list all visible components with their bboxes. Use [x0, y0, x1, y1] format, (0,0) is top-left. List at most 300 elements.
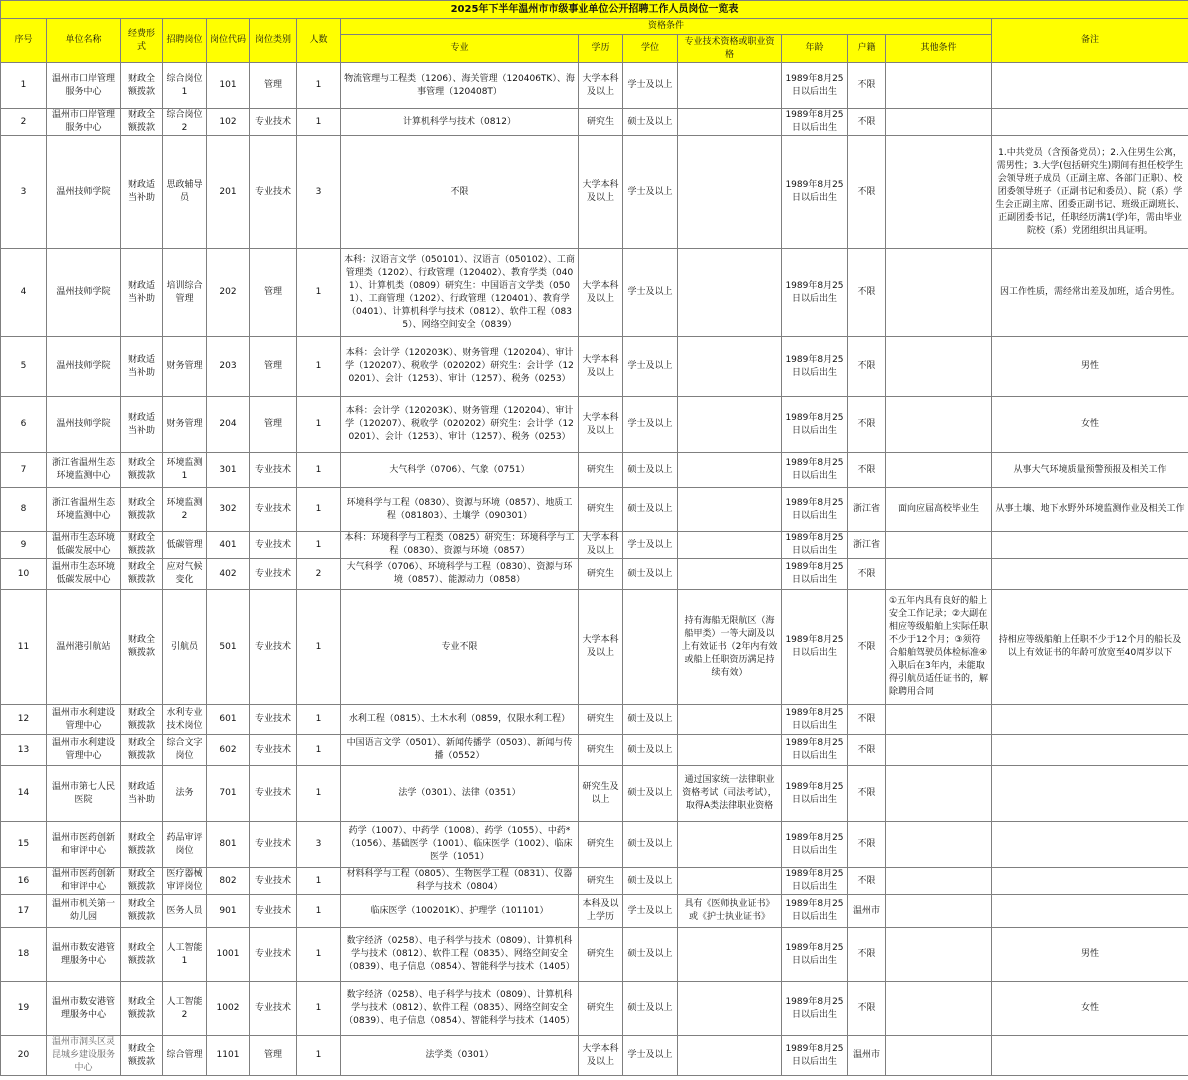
cell-remark: 男性 [992, 337, 1188, 397]
cell-count: 2 [297, 559, 341, 590]
cell-other [886, 453, 992, 488]
cell-funding: 财政适当补助 [121, 766, 163, 822]
cell-other: ①五年内具有良好的船上安全工作记录；②大副在相应等级船舶上实际任职不少于12个月；③须符合船舶驾驶员体检标准④入职后在3年内，未能取得引航员适任证书的，解除聘用合同 [886, 590, 992, 705]
cell-cert [678, 559, 782, 590]
cell-education: 研究生 [579, 822, 623, 868]
cell-count: 1 [297, 488, 341, 532]
cell-other [886, 337, 992, 397]
cell-degree: 学士及以上 [623, 136, 678, 249]
cell-education: 研究生 [579, 928, 623, 982]
cell-category: 管理 [250, 249, 297, 337]
header-funding: 经费形式 [121, 19, 163, 63]
cell-hukou: 不限 [848, 868, 886, 895]
cell-degree: 学士及以上 [623, 1036, 678, 1076]
cell-cert: 持有海船无限航区（海船甲类）一等大副及以上有效证书（2年内有效或船上任职资历满足持续有效） [678, 590, 782, 705]
cell-hukou: 浙江省 [848, 488, 886, 532]
cell-major: 数字经济（0258）、电子科学与技术（0809）、计算机科学与技术（0812）、软件工程（0835）、网络空间安全（0839）、电子信息（0854）、智能科学与技术（1405） [341, 982, 579, 1036]
cell-age: 1989年8月25日以后出生 [782, 895, 848, 928]
cell-code: 301 [207, 453, 250, 488]
cell-unit: 温州市生态环境低碳发展中心 [47, 559, 121, 590]
cell-category: 专业技术 [250, 822, 297, 868]
cell-other [886, 249, 992, 337]
cell-position: 医疗器械审评岗位 [163, 868, 207, 895]
cell-no: 19 [1, 982, 47, 1036]
cell-count: 1 [297, 735, 341, 766]
cell-education: 大学本科及以上 [579, 590, 623, 705]
cell-no: 9 [1, 532, 47, 559]
cell-major: 临床医学（100201K）、护理学（101101） [341, 895, 579, 928]
cell-education: 大学本科及以上 [579, 337, 623, 397]
cell-other [886, 928, 992, 982]
cell-major: 大气科学（0706）、气象（0751） [341, 453, 579, 488]
cell-hukou: 不限 [848, 249, 886, 337]
cell-major: 法学（0301）、法律（0351） [341, 766, 579, 822]
cell-degree: 硕士及以上 [623, 705, 678, 735]
cell-age: 1989年8月25日以后出生 [782, 705, 848, 735]
cell-code: 801 [207, 822, 250, 868]
cell-code: 202 [207, 249, 250, 337]
cell-unit: 浙江省温州生态环境监测中心 [47, 453, 121, 488]
table-row [1, 109, 1188, 136]
cell-unit: 温州市数安港管理服务中心 [47, 982, 121, 1036]
header-no: 序号 [1, 19, 47, 63]
cell-category: 管理 [250, 63, 297, 109]
cell-hukou: 不限 [848, 109, 886, 136]
cell-remark [992, 766, 1188, 822]
header-position: 招聘岗位 [163, 19, 207, 63]
cell-other: 面向应届高校毕业生 [886, 488, 992, 532]
cell-no: 14 [1, 766, 47, 822]
cell-code: 203 [207, 337, 250, 397]
cell-degree: 硕士及以上 [623, 559, 678, 590]
cell-hukou: 不限 [848, 453, 886, 488]
page-title: 2025年下半年温州市市级事业单位公开招聘工作人员岗位一览表 [1, 1, 1188, 19]
cell-code: 1001 [207, 928, 250, 982]
cell-remark: 持相应等级船舶上任职不少于12个月的船长及以上有效证书的年龄可放宽至40周岁以下 [992, 590, 1188, 705]
cell-education: 大学本科及以上 [579, 249, 623, 337]
cell-position: 思政辅导员 [163, 136, 207, 249]
cell-unit: 温州市机关第一幼儿园 [47, 895, 121, 928]
cell-category: 专业技术 [250, 895, 297, 928]
cell-remark [992, 822, 1188, 868]
cell-other [886, 868, 992, 895]
cell-cert [678, 136, 782, 249]
cell-funding: 财政全额拨款 [121, 532, 163, 559]
cell-no: 8 [1, 488, 47, 532]
cell-other [886, 766, 992, 822]
cell-funding: 财政全额拨款 [121, 109, 163, 136]
cell-position: 培训综合管理 [163, 249, 207, 337]
cell-other [886, 982, 992, 1036]
cell-hukou: 不限 [848, 766, 886, 822]
cell-cert: 通过国家统一法律职业资格考试（司法考试），取得A类法律职业资格 [678, 766, 782, 822]
table-row [1, 590, 1188, 705]
header-major: 专业 [341, 35, 579, 63]
cell-education: 大学本科及以上 [579, 63, 623, 109]
table-row [1, 1036, 1188, 1076]
cell-age: 1989年8月25日以后出生 [782, 928, 848, 982]
cell-hukou: 不限 [848, 63, 886, 109]
cell-category: 专业技术 [250, 735, 297, 766]
cell-degree: 硕士及以上 [623, 453, 678, 488]
table-row [1, 63, 1188, 109]
cell-degree: 硕士及以上 [623, 766, 678, 822]
table-row [1, 928, 1188, 982]
cell-count: 1 [297, 532, 341, 559]
cell-major: 本科：会计学（120203K）、财务管理（120204）、审计学（120207）、税收学（020202）研究生：会计学（120201）、会计（1253）、审计（1257）、税务（0253） [341, 337, 579, 397]
cell-age: 1989年8月25日以后出生 [782, 453, 848, 488]
cell-no: 3 [1, 136, 47, 249]
cell-position: 综合文字岗位 [163, 735, 207, 766]
cell-age: 1989年8月25日以后出生 [782, 109, 848, 136]
header-age: 年龄 [782, 35, 848, 63]
cell-count: 1 [297, 1036, 341, 1076]
cell-other [886, 559, 992, 590]
cell-age: 1989年8月25日以后出生 [782, 337, 848, 397]
cell-count: 1 [297, 895, 341, 928]
cell-other [886, 109, 992, 136]
cell-unit: 温州技师学院 [47, 337, 121, 397]
cell-education: 研究生及以上 [579, 766, 623, 822]
cell-age: 1989年8月25日以后出生 [782, 532, 848, 559]
cell-degree: 学士及以上 [623, 397, 678, 453]
cell-hukou: 温州市 [848, 895, 886, 928]
cell-code: 901 [207, 895, 250, 928]
table-row [1, 895, 1188, 928]
cell-position: 水利专业技术岗位 [163, 705, 207, 735]
cell-no: 10 [1, 559, 47, 590]
cell-code: 1101 [207, 1036, 250, 1076]
cell-code: 401 [207, 532, 250, 559]
cell-funding: 财政适当补助 [121, 397, 163, 453]
cell-unit: 温州市数安港管理服务中心 [47, 928, 121, 982]
cell-education: 研究生 [579, 868, 623, 895]
cell-no: 6 [1, 397, 47, 453]
cell-unit: 温州技师学院 [47, 249, 121, 337]
table-row [1, 136, 1188, 249]
cell-hukou: 不限 [848, 705, 886, 735]
cell-hukou: 不限 [848, 982, 886, 1036]
cell-education: 研究生 [579, 705, 623, 735]
cell-unit: 温州市生态环境低碳发展中心 [47, 532, 121, 559]
table-row [1, 766, 1188, 822]
cell-major: 本科：会计学（120203K）、财务管理（120204）、审计学（120207）、税收学（020202）研究生：会计学（120201）、会计（1253）、审计（1257）、税务（0253） [341, 397, 579, 453]
cell-unit: 温州港引航站 [47, 590, 121, 705]
cell-age: 1989年8月25日以后出生 [782, 735, 848, 766]
cell-category: 专业技术 [250, 109, 297, 136]
cell-degree [623, 590, 678, 705]
header-cert: 专业技术资格或职业资格 [678, 35, 782, 63]
cell-count: 1 [297, 928, 341, 982]
cell-no: 20 [1, 1036, 47, 1076]
table-row [1, 822, 1188, 868]
cell-cert [678, 249, 782, 337]
cell-count: 1 [297, 109, 341, 136]
cell-category: 专业技术 [250, 136, 297, 249]
table-row [1, 532, 1188, 559]
table-row [1, 559, 1188, 590]
cell-code: 201 [207, 136, 250, 249]
table-row [1, 488, 1188, 532]
cell-position: 低碳管理 [163, 532, 207, 559]
cell-age: 1989年8月25日以后出生 [782, 1036, 848, 1076]
cell-cert [678, 705, 782, 735]
cell-degree: 学士及以上 [623, 895, 678, 928]
cell-unit: 温州市口岸管理服务中心 [47, 63, 121, 109]
cell-education: 研究生 [579, 109, 623, 136]
cell-funding: 财政适当补助 [121, 249, 163, 337]
header-code: 岗位代码 [207, 19, 250, 63]
cell-remark: 男性 [992, 928, 1188, 982]
cell-code: 501 [207, 590, 250, 705]
cell-unit: 温州技师学院 [47, 136, 121, 249]
cell-count: 3 [297, 136, 341, 249]
cell-position: 综合岗位2 [163, 109, 207, 136]
cell-unit: 温州技师学院 [47, 397, 121, 453]
cell-code: 402 [207, 559, 250, 590]
cell-cert [678, 63, 782, 109]
cell-other [886, 895, 992, 928]
cell-age: 1989年8月25日以后出生 [782, 249, 848, 337]
cell-major: 中国语言文学（0501）、新闻传播学（0503）、新闻与传播（0552） [341, 735, 579, 766]
cell-code: 204 [207, 397, 250, 453]
header-hukou: 户籍 [848, 35, 886, 63]
cell-hukou: 不限 [848, 337, 886, 397]
cell-education: 研究生 [579, 982, 623, 1036]
cell-education: 研究生 [579, 559, 623, 590]
cell-funding: 财政全额拨款 [121, 735, 163, 766]
cell-education: 研究生 [579, 735, 623, 766]
cell-unit: 温州市医药创新和审评中心 [47, 822, 121, 868]
cell-category: 专业技术 [250, 532, 297, 559]
cell-unit: 温州市水利建设管理中心 [47, 735, 121, 766]
cell-remark [992, 559, 1188, 590]
table-row [1, 337, 1188, 397]
cell-code: 601 [207, 705, 250, 735]
table-row [1, 705, 1188, 735]
cell-cert [678, 928, 782, 982]
cell-hukou: 不限 [848, 397, 886, 453]
cell-funding: 财政全额拨款 [121, 590, 163, 705]
cell-degree: 学士及以上 [623, 249, 678, 337]
cell-degree: 硕士及以上 [623, 109, 678, 136]
cell-category: 专业技术 [250, 488, 297, 532]
cell-age: 1989年8月25日以后出生 [782, 868, 848, 895]
cell-hukou: 不限 [848, 136, 886, 249]
cell-education: 大学本科及以上 [579, 532, 623, 559]
cell-age: 1989年8月25日以后出生 [782, 136, 848, 249]
cell-code: 302 [207, 488, 250, 532]
cell-cert [678, 109, 782, 136]
cell-cert [678, 337, 782, 397]
header-count: 人数 [297, 19, 341, 63]
cell-category: 专业技术 [250, 868, 297, 895]
cell-code: 101 [207, 63, 250, 109]
cell-category: 专业技术 [250, 559, 297, 590]
cell-major: 不限 [341, 136, 579, 249]
cell-no: 15 [1, 822, 47, 868]
table-row [1, 249, 1188, 337]
cell-funding: 财政全额拨款 [121, 488, 163, 532]
cell-category: 专业技术 [250, 766, 297, 822]
cell-hukou: 不限 [848, 735, 886, 766]
cell-unit: 浙江省温州生态环境监测中心 [47, 488, 121, 532]
table-row [1, 982, 1188, 1036]
cell-no: 1 [1, 63, 47, 109]
cell-category: 专业技术 [250, 928, 297, 982]
cell-major: 水利工程（0815）、土木水利（0859，仅限水利工程） [341, 705, 579, 735]
cell-education: 本科及以上学历 [579, 895, 623, 928]
cell-remark [992, 1036, 1188, 1076]
cell-count: 1 [297, 590, 341, 705]
cell-cert: 具有《医师执业证书》或《护士执业证书》 [678, 895, 782, 928]
cell-major: 计算机科学与技术（0812） [341, 109, 579, 136]
cell-education: 研究生 [579, 453, 623, 488]
header-category: 岗位类别 [250, 19, 297, 63]
cell-unit: 温州市洞头区灵昆城乡建设服务中心 [47, 1036, 121, 1076]
cell-age: 1989年8月25日以后出生 [782, 590, 848, 705]
header-unit: 单位名称 [47, 19, 121, 63]
cell-degree: 硕士及以上 [623, 928, 678, 982]
cell-major: 数字经济（0258）、电子科学与技术（0809）、计算机科学与技术（0812）、软件工程（0835）、网络空间安全（0839）、电子信息（0854）、智能科学与技术（1405） [341, 928, 579, 982]
cell-hukou: 温州市 [848, 1036, 886, 1076]
cell-no: 2 [1, 109, 47, 136]
cell-no: 18 [1, 928, 47, 982]
cell-count: 3 [297, 822, 341, 868]
cell-hukou: 不限 [848, 928, 886, 982]
cell-no: 4 [1, 249, 47, 337]
cell-degree: 学士及以上 [623, 63, 678, 109]
cell-funding: 财政全额拨款 [121, 982, 163, 1036]
header-education: 学历 [579, 35, 623, 63]
cell-remark: 从事大气环境质量预警预报及相关工作 [992, 453, 1188, 488]
header-degree: 学位 [623, 35, 678, 63]
cell-position: 人工智能1 [163, 928, 207, 982]
cell-funding: 财政适当补助 [121, 337, 163, 397]
cell-code: 102 [207, 109, 250, 136]
cell-age: 1989年8月25日以后出生 [782, 488, 848, 532]
table-row [1, 453, 1188, 488]
cell-remark: 1.中共党员（含预备党员）；2.入住男生公寓，需男性；3.大学(包括研究生)期间有担任校学生会领导班子成员（正副主席、各部门正职）、校团委领导班子（正副书记和委员）、院（系）学生会正副主席、团委正副书记、班级正副班长、正副团委书记，任职经历满1(学)年，需由毕业院校（系）党团组织出具证明。 [992, 136, 1188, 249]
cell-degree: 硕士及以上 [623, 822, 678, 868]
cell-other [886, 63, 992, 109]
cell-other [886, 397, 992, 453]
cell-major: 本科：环境科学与工程类（0825）研究生：环境科学与工程（0830）、资源与环境（0857） [341, 532, 579, 559]
table-row [1, 397, 1188, 453]
cell-category: 专业技术 [250, 982, 297, 1036]
cell-remark: 女性 [992, 982, 1188, 1036]
cell-other [886, 136, 992, 249]
cell-age: 1989年8月25日以后出生 [782, 397, 848, 453]
cell-degree: 硕士及以上 [623, 735, 678, 766]
cell-count: 1 [297, 868, 341, 895]
header-other: 其他条件 [886, 35, 992, 63]
cell-cert [678, 532, 782, 559]
cell-count: 1 [297, 249, 341, 337]
cell-category: 专业技术 [250, 590, 297, 705]
cell-count: 1 [297, 982, 341, 1036]
cell-cert [678, 735, 782, 766]
cell-unit: 温州市口岸管理服务中心 [47, 109, 121, 136]
cell-cert [678, 453, 782, 488]
cell-age: 1989年8月25日以后出生 [782, 766, 848, 822]
cell-remark: 从事土壤、地下水野外环境监测作业及相关工作 [992, 488, 1188, 532]
cell-code: 701 [207, 766, 250, 822]
cell-remark [992, 109, 1188, 136]
cell-cert [678, 397, 782, 453]
cell-cert [678, 488, 782, 532]
cell-funding: 财政全额拨款 [121, 453, 163, 488]
cell-position: 综合岗位1 [163, 63, 207, 109]
cell-major: 药学（1007）、中药学（1008）、药学（1055）、中药*（1056）、基础医学（1001）、临床医学（1002）、临床医学（1051） [341, 822, 579, 868]
cell-count: 1 [297, 705, 341, 735]
cell-other [886, 705, 992, 735]
cell-education: 研究生 [579, 488, 623, 532]
cell-position: 环境监测2 [163, 488, 207, 532]
cell-position: 财务管理 [163, 397, 207, 453]
cell-age: 1989年8月25日以后出生 [782, 822, 848, 868]
cell-no: 16 [1, 868, 47, 895]
cell-degree: 学士及以上 [623, 532, 678, 559]
cell-hukou: 不限 [848, 559, 886, 590]
cell-other [886, 1036, 992, 1076]
header-remark: 备注 [992, 19, 1188, 63]
cell-unit: 温州市水利建设管理中心 [47, 705, 121, 735]
cell-major: 材料科学与工程（0805）、生物医学工程（0831）、仪器科学与技术（0804） [341, 868, 579, 895]
cell-cert [678, 1036, 782, 1076]
cell-major: 环境科学与工程（0830）、资源与环境（0857）、地质工程（081803）、土壤学（090301） [341, 488, 579, 532]
cell-funding: 财政全额拨款 [121, 868, 163, 895]
cell-count: 1 [297, 63, 341, 109]
cell-category: 管理 [250, 397, 297, 453]
table-row [1, 868, 1188, 895]
cell-no: 12 [1, 705, 47, 735]
cell-position: 药品审评岗位 [163, 822, 207, 868]
cell-no: 7 [1, 453, 47, 488]
cell-degree: 硕士及以上 [623, 868, 678, 895]
cell-position: 法务 [163, 766, 207, 822]
cell-unit: 温州市医药创新和审评中心 [47, 868, 121, 895]
cell-funding: 财政全额拨款 [121, 928, 163, 982]
header-qualifications: 资格条件 [341, 19, 992, 35]
cell-code: 802 [207, 868, 250, 895]
cell-position: 财务管理 [163, 337, 207, 397]
cell-count: 1 [297, 453, 341, 488]
cell-funding: 财政适当补助 [121, 136, 163, 249]
cell-remark [992, 63, 1188, 109]
cell-category: 管理 [250, 337, 297, 397]
cell-funding: 财政全额拨款 [121, 63, 163, 109]
cell-code: 1002 [207, 982, 250, 1036]
cell-funding: 财政全额拨款 [121, 1036, 163, 1076]
cell-position: 环境监测1 [163, 453, 207, 488]
cell-position: 应对气候变化 [163, 559, 207, 590]
cell-position: 医务人员 [163, 895, 207, 928]
cell-cert [678, 822, 782, 868]
cell-funding: 财政全额拨款 [121, 705, 163, 735]
cell-remark [992, 735, 1188, 766]
cell-no: 17 [1, 895, 47, 928]
cell-no: 13 [1, 735, 47, 766]
cell-degree: 学士及以上 [623, 337, 678, 397]
cell-hukou: 浙江省 [848, 532, 886, 559]
cell-hukou: 不限 [848, 590, 886, 705]
cell-education: 大学本科及以上 [579, 397, 623, 453]
cell-position: 综合管理 [163, 1036, 207, 1076]
cell-major: 专业不限 [341, 590, 579, 705]
cell-cert [678, 868, 782, 895]
cell-major: 物流管理与工程类（1206）、海关管理（120406TK）、海事管理（120408T） [341, 63, 579, 109]
